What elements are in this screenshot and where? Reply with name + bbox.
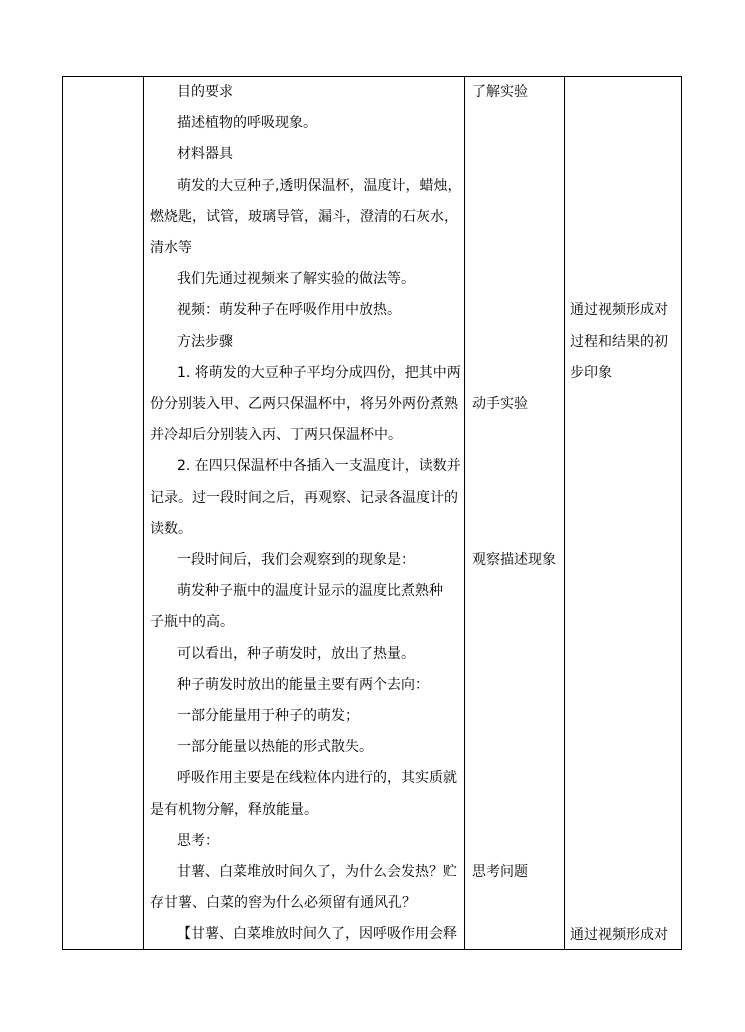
teaching-content-cell <box>144 77 464 949</box>
content-line: 一段时间后，我们会观察到的现象是： <box>177 552 415 568</box>
student-activity-cell <box>465 77 564 949</box>
content-line: 思考： <box>177 832 219 849</box>
student-activity-item: 思考问题 <box>472 864 528 880</box>
student-activity-item: 动手实验 <box>472 396 528 412</box>
content-line: 【甘薯、白菜堆放时间久了，因呼吸作用会释 <box>177 926 457 943</box>
student-activity-item: 观察描述现象 <box>472 552 556 568</box>
content-line: 萌发种子瓶中的温度计显示的温度比煮熟种 <box>177 583 443 600</box>
design-intent-line: 步印象 <box>570 365 612 381</box>
content-line: 份分别装入甲、乙两只保温杯中，将另外两份煮熟 <box>150 396 458 412</box>
content-line: 清水等 <box>150 240 192 256</box>
content-line: 燃烧匙，试管，玻璃导管，漏斗，澄清的石灰水， <box>150 208 458 225</box>
content-line: 可以看出，种子萌发时，放出了热量。 <box>177 645 415 662</box>
content-line: 目的要求 <box>177 84 233 100</box>
content-line: 方法步骤 <box>177 333 233 350</box>
content-line: 萌发的大豆种子,透明保温杯，温度计，蜡烛， <box>177 177 462 194</box>
design-intent-line: 通过视频形成对 <box>570 302 668 318</box>
design-intent-cell <box>565 77 681 949</box>
design-intent-line: 通过视频形成对 <box>570 927 668 943</box>
content-line: 视频：萌发种子在呼吸作用中放热。 <box>177 302 401 319</box>
content-line: 描述植物的呼吸现象。 <box>177 115 317 132</box>
design-intent-line: 过程和结果的初 <box>570 334 668 350</box>
empty-first-column-cell <box>63 77 143 949</box>
content-line: 存甘薯、白菜的窖为什么必须留有通风孔？ <box>150 895 416 912</box>
content-line: 一部分能量用于种子的萌发； <box>177 708 359 724</box>
content-line: 2. 在四只保温杯中各插入一支温度计，读数并 <box>177 458 461 475</box>
content-line: 一部分能量以热能的形式散失。 <box>177 739 373 756</box>
content-line: 是有机物分解，释放能量。 <box>150 801 318 818</box>
lesson-table <box>62 76 682 950</box>
student-activity-item: 了解实验 <box>472 84 528 100</box>
content-line: 我们先通过视频来了解实验的做法等。 <box>177 271 415 288</box>
content-line: 甘薯、白菜堆放时间久了，为什么会发热？贮 <box>177 864 457 880</box>
content-line: 读数。 <box>150 520 192 537</box>
content-line: 记录。过一段时间之后，再观察、记录各温度计的 <box>150 489 458 506</box>
content-line: 材料器具 <box>177 146 233 163</box>
content-line: 并冷却后分别装入丙、丁两只保温杯中。 <box>150 427 402 444</box>
content-line: 子瓶中的高。 <box>150 614 234 631</box>
content-line: 种子萌发时放出的能量主要有两个去向： <box>177 676 429 693</box>
content-line: 呼吸作用主要是在线粒体内进行的，其实质就 <box>177 770 457 787</box>
content-line: 1. 将萌发的大豆种子平均分成四份，把其中两 <box>177 364 461 381</box>
